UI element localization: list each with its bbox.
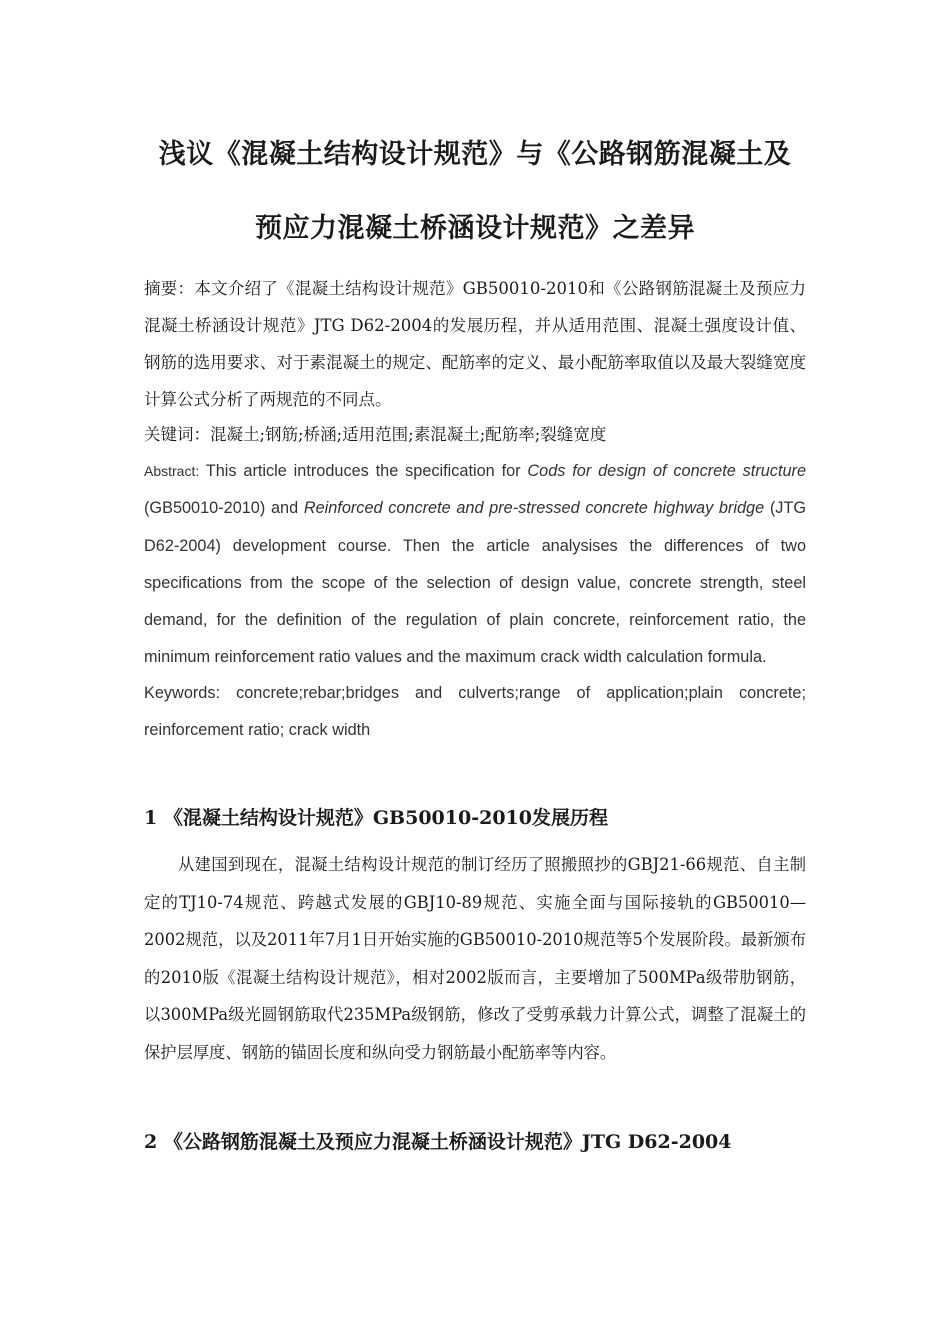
paper-title-line-1: 浅议《混凝土结构设计规范》与《公路钢筋混凝土及 bbox=[158, 139, 792, 170]
paper-title-line-2: 预应力混凝土桥涵设计规范》之差异 bbox=[255, 213, 695, 244]
section-1-body: 从建国到现在，混凝土结构设计规范的制订经历了照搬照抄的GBJ21-66规范、自主制定的TJ10-74规范、跨越式发展的GBJ10-89规范、实施全面与国际接轨的GB50010—2002规范，以及2011年7月1日开始实施的GB50010-2010规范等5个发展阶段。最新颁布的2010版《混凝土结构设计规范》，相对2002版而言，主要增加了500MPa级带肋钢筋，以300MPa级光圆钢筋取代235MPa级钢筋，修改了受剪承载力计算公式，调整了混凝土的保护层厚度、钢筋的锚固长度和纵向受力钢筋最小配筋率等内容。 bbox=[144, 855, 806, 1062]
english-abstract-label: Abstract: bbox=[144, 463, 200, 479]
english-abstract-italic-1: Cods for design of concrete structure bbox=[527, 462, 806, 480]
chinese-keywords bbox=[144, 418, 806, 452]
chinese-abstract-text: 本文介绍了《混凝土结构设计规范》GB50010-2010和《公路钢筋混凝土及预应力混凝土桥涵设计规范》JTG D62-2004的发展历程，并从适用范围、混凝土强度设计值、钢筋的选用要求、对于素混凝土的规定、配筋率的定义、最小配筋率取值以及最大裂缝宽度计算公式分析了两规范的不同点。 bbox=[144, 279, 806, 409]
english-abstract-part-3: (JTG D62-2004) development course. Then the article analysises the differences of two specifications from the scope of the selection of design value, concrete strength, steel demand, for the definition of the regulation of plain concrete, reinforcement ratio, the minimum reinforcement ratio values and the maximum crack width calculation formula. bbox=[144, 499, 806, 667]
english-abstract-part-1: This article introduces the specification for bbox=[199, 462, 528, 480]
section-1-heading: 1 《混凝土结构设计规范》GB50010-2010发展历程 bbox=[144, 807, 608, 829]
chinese-abstract-label: 摘要： bbox=[144, 279, 195, 298]
english-abstract bbox=[144, 453, 806, 677]
section-2-heading: 2 《公路钢筋混凝土及预应力混凝土桥涵设计规范》JTG D62-2004 bbox=[144, 1131, 732, 1153]
english-abstract-part-2: (GB50010-2010) and bbox=[144, 499, 304, 518]
chinese-keywords-text: 混凝土;钢筋;桥涵;适用范围;素混凝土;配筋率;裂缝宽度 bbox=[210, 425, 607, 444]
english-abstract-italic-2: Reinforced concrete and pre-stressed concrete highway bridge bbox=[303, 499, 765, 518]
english-keywords: Keywords: concrete;rebar;bridges and culverts;range of application;plain concrete; reinforcement ratio; crack width bbox=[144, 684, 806, 740]
chinese-keywords-label: 关键词： bbox=[144, 425, 210, 444]
chinese-abstract bbox=[144, 270, 806, 418]
